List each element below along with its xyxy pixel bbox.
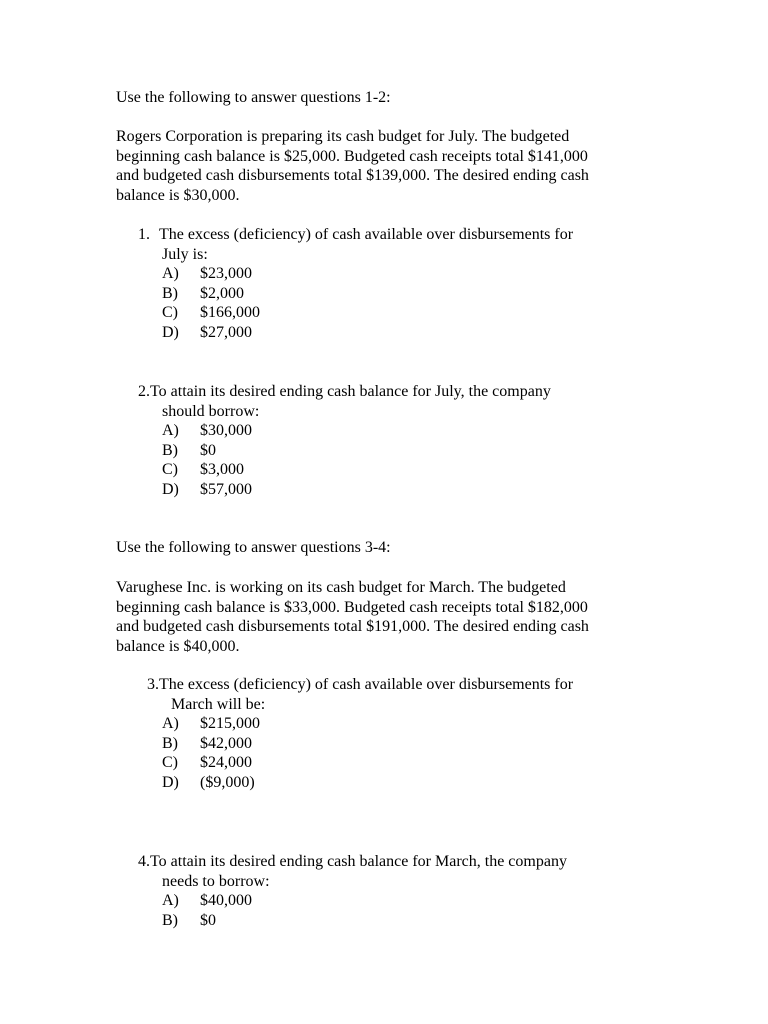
choice-value: ($9,000) bbox=[200, 773, 255, 791]
choice-value: $2,000 bbox=[200, 284, 244, 302]
choice-letter: C) bbox=[162, 754, 178, 772]
question-text-continuation: March will be: bbox=[171, 695, 266, 713]
choice-value: $42,000 bbox=[200, 734, 252, 752]
choice-letter: A) bbox=[162, 715, 179, 733]
choice-value: $40,000 bbox=[200, 892, 252, 910]
intro-text: Use the following to answer questions 3-4: bbox=[116, 539, 391, 556]
choice-letter: A) bbox=[162, 422, 179, 440]
answer-choice-d[interactable] bbox=[162, 323, 618, 343]
choice-letter: D) bbox=[162, 323, 179, 341]
choice-letter: B) bbox=[162, 441, 178, 459]
answer-choice-b[interactable] bbox=[162, 441, 618, 461]
answer-choice-b[interactable] bbox=[162, 734, 627, 754]
answer-choice-d[interactable] bbox=[162, 773, 627, 793]
choice-value: $30,000 bbox=[200, 422, 252, 440]
scenario-rogers-corporation bbox=[116, 127, 656, 205]
question-number: 1. bbox=[138, 226, 150, 243]
answer-choice-b[interactable] bbox=[162, 284, 618, 304]
question-text-continuation: needs to borrow: bbox=[162, 872, 270, 890]
choice-value: $24,000 bbox=[200, 754, 252, 772]
answer-choice-a[interactable] bbox=[162, 714, 627, 734]
question-text-continuation: should borrow: bbox=[162, 402, 260, 420]
choice-value: $27,000 bbox=[200, 323, 252, 341]
choice-value: $23,000 bbox=[200, 265, 252, 283]
intro-questions-1-2 bbox=[116, 88, 656, 108]
answer-choices bbox=[162, 714, 627, 792]
choice-letter: A) bbox=[162, 892, 179, 910]
choice-letter: B) bbox=[162, 911, 178, 929]
choice-letter: B) bbox=[162, 284, 178, 302]
choice-value: $0 bbox=[200, 441, 216, 459]
choice-value: $57,000 bbox=[200, 480, 252, 498]
choice-letter: C) bbox=[162, 304, 178, 322]
scenario-line: balance is $40,000. bbox=[116, 637, 240, 655]
intro-text: Use the following to answer questions 1-2: bbox=[116, 89, 391, 106]
question-3 bbox=[147, 675, 627, 793]
question-1-stem bbox=[138, 225, 618, 245]
question-text: The excess (deficiency) of cash available over disbursements for bbox=[159, 226, 574, 243]
question-4-stem: 4.To attain its desired ending cash balance for March, the company bbox=[138, 853, 567, 870]
answer-choices bbox=[162, 264, 618, 342]
answer-choices bbox=[162, 421, 618, 499]
scenario-line: beginning cash balance is $33,000. Budgeted cash receipts total $182,000 bbox=[116, 598, 588, 616]
scenario-line: Varughese Inc. is working on its cash budget for March. The budgeted bbox=[116, 579, 566, 596]
scenario-line: beginning cash balance is $25,000. Budgeted cash receipts total $141,000 bbox=[116, 147, 588, 165]
scenario-line: and budgeted cash disbursements total $139,000. The desired ending cash bbox=[116, 167, 589, 185]
question-3-stem: 3.The excess (deficiency) of cash available over disbursements for bbox=[147, 676, 574, 693]
answer-choice-d[interactable] bbox=[162, 480, 618, 500]
scenario-line: and budgeted cash disbursements total $191,000. The desired ending cash bbox=[116, 618, 589, 636]
scenario-line: Rogers Corporation is preparing its cash budget for July. The budgeted bbox=[116, 128, 570, 145]
question-4 bbox=[138, 852, 618, 930]
intro-questions-3-4 bbox=[116, 538, 656, 558]
question-1 bbox=[138, 225, 618, 343]
question-2 bbox=[138, 382, 618, 500]
choice-letter: D) bbox=[162, 773, 179, 791]
choice-letter: A) bbox=[162, 265, 179, 283]
answer-choice-b[interactable] bbox=[162, 911, 618, 931]
answer-choice-a[interactable] bbox=[162, 264, 618, 284]
choice-letter: B) bbox=[162, 734, 178, 752]
answer-choice-c[interactable] bbox=[162, 303, 618, 323]
choice-value: $0 bbox=[200, 911, 216, 929]
answer-choice-c[interactable] bbox=[162, 753, 627, 773]
choice-value: $3,000 bbox=[200, 461, 244, 479]
scenario-line: balance is $30,000. bbox=[116, 186, 240, 204]
choice-letter: D) bbox=[162, 480, 179, 498]
answer-choice-a[interactable] bbox=[162, 891, 618, 911]
choice-value: $166,000 bbox=[200, 304, 260, 322]
question-2-stem: 2.To attain its desired ending cash balance for July, the company bbox=[138, 383, 551, 400]
choice-letter: C) bbox=[162, 461, 178, 479]
question-text-continuation: July is: bbox=[162, 245, 208, 263]
choice-value: $215,000 bbox=[200, 715, 260, 733]
answer-choice-c[interactable] bbox=[162, 460, 618, 480]
answer-choices bbox=[162, 891, 618, 930]
answer-choice-a[interactable] bbox=[162, 421, 618, 441]
scenario-varughese-inc bbox=[116, 578, 656, 656]
